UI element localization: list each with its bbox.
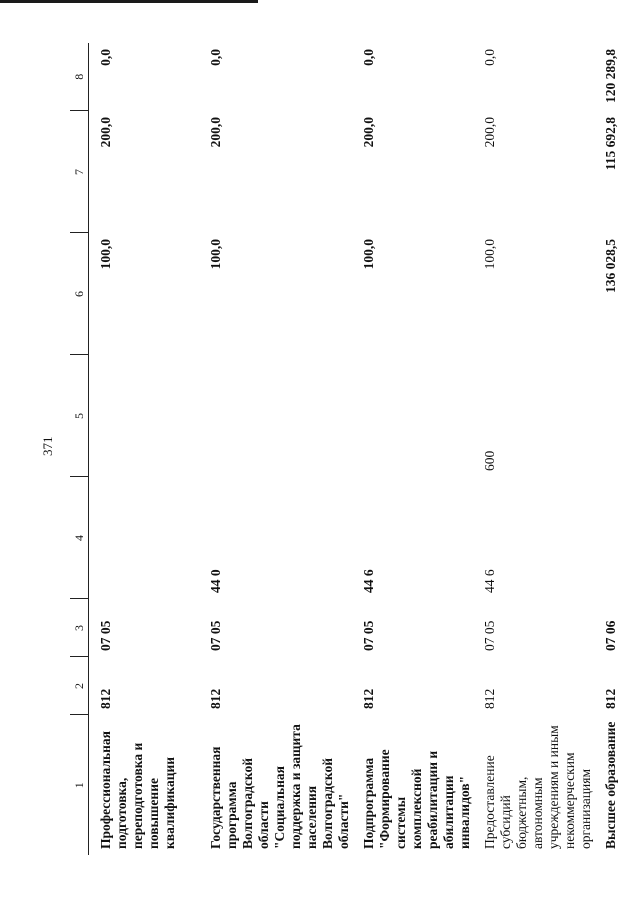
budget-table-sheet	[70, 43, 618, 855]
budget-table	[70, 43, 634, 855]
row-name: Предоставление субсидий бюджетным, автономным учреждениям и иным некоммерческим организациям	[481, 725, 593, 849]
table-row	[594, 43, 634, 855]
column-header: 1	[70, 715, 89, 855]
cell-sum-3: 0,0	[98, 49, 113, 66]
page-number: 371	[40, 436, 55, 456]
column-header: 2	[70, 657, 89, 715]
cell-sum-3: 120 289,8	[602, 49, 618, 103]
cell-target-article	[594, 477, 634, 599]
cell-target-article: 44 6	[360, 569, 376, 593]
row-name: Высшее образование	[602, 721, 618, 849]
row-name: Государственная программа Волгоградской области "Социальная поддержка и защита населения Волгоградской области"	[207, 724, 351, 849]
column-header: 3	[70, 599, 89, 657]
table-row	[352, 43, 473, 855]
cell-sum-2: 200,0	[98, 117, 113, 148]
column-header: 7	[70, 111, 89, 233]
cell-sum-3: 0,0	[481, 49, 497, 66]
column-header: 6	[70, 233, 89, 355]
cell-target-article	[89, 477, 199, 599]
cell-ministry: 812	[360, 688, 376, 709]
column-header: 8	[70, 43, 89, 111]
cell-section: 07 05	[360, 620, 376, 651]
cell-sum-2: 115 692,8	[602, 117, 618, 171]
table-row	[89, 43, 199, 855]
table-row	[199, 43, 352, 855]
cell-target-article: 44 6	[481, 569, 497, 593]
cell-ministry: 812	[98, 688, 113, 709]
cell-section: 07 05	[481, 620, 497, 651]
cell-ministry: 812	[207, 688, 223, 709]
cell-sum-1: 100,0	[207, 239, 223, 270]
header-rule	[0, 0, 258, 3]
cell-sum-1: 100,0	[98, 239, 113, 270]
cell-expense-type	[199, 355, 352, 477]
row-name: Профессиональная подготовка, переподготовка и повышение квалификации	[98, 731, 177, 849]
cell-expense-type	[89, 355, 199, 477]
cell-target-article: 44 0	[207, 569, 223, 593]
cell-section: 07 05	[207, 620, 223, 651]
column-header: 5	[70, 355, 89, 477]
cell-sum-2: 200,0	[481, 117, 497, 148]
cell-ministry: 812	[481, 688, 497, 709]
cell-section: 07 05	[98, 620, 113, 651]
row-name: Подпрограмма "Формирование системы комплексной реабилитации и абилитации инвалидов"	[360, 749, 472, 849]
cell-sum-1: 100,0	[481, 239, 497, 270]
cell-sum-3: 0,0	[360, 49, 376, 66]
cell-sum-1: 136 028,5	[602, 239, 618, 293]
cell-expense-type	[352, 355, 473, 477]
cell-section: 07 06	[602, 620, 618, 651]
cell-sum-1: 100,0	[360, 239, 376, 270]
table-row	[473, 43, 594, 855]
cell-sum-2: 200,0	[207, 117, 223, 148]
cell-expense-type: 600	[481, 450, 497, 471]
column-header: 4	[70, 477, 89, 599]
cell-expense-type	[594, 355, 634, 477]
cell-ministry: 812	[602, 688, 618, 709]
cell-sum-2: 200,0	[360, 117, 376, 148]
cell-sum-3: 0,0	[207, 49, 223, 66]
column-number-row	[70, 43, 89, 855]
